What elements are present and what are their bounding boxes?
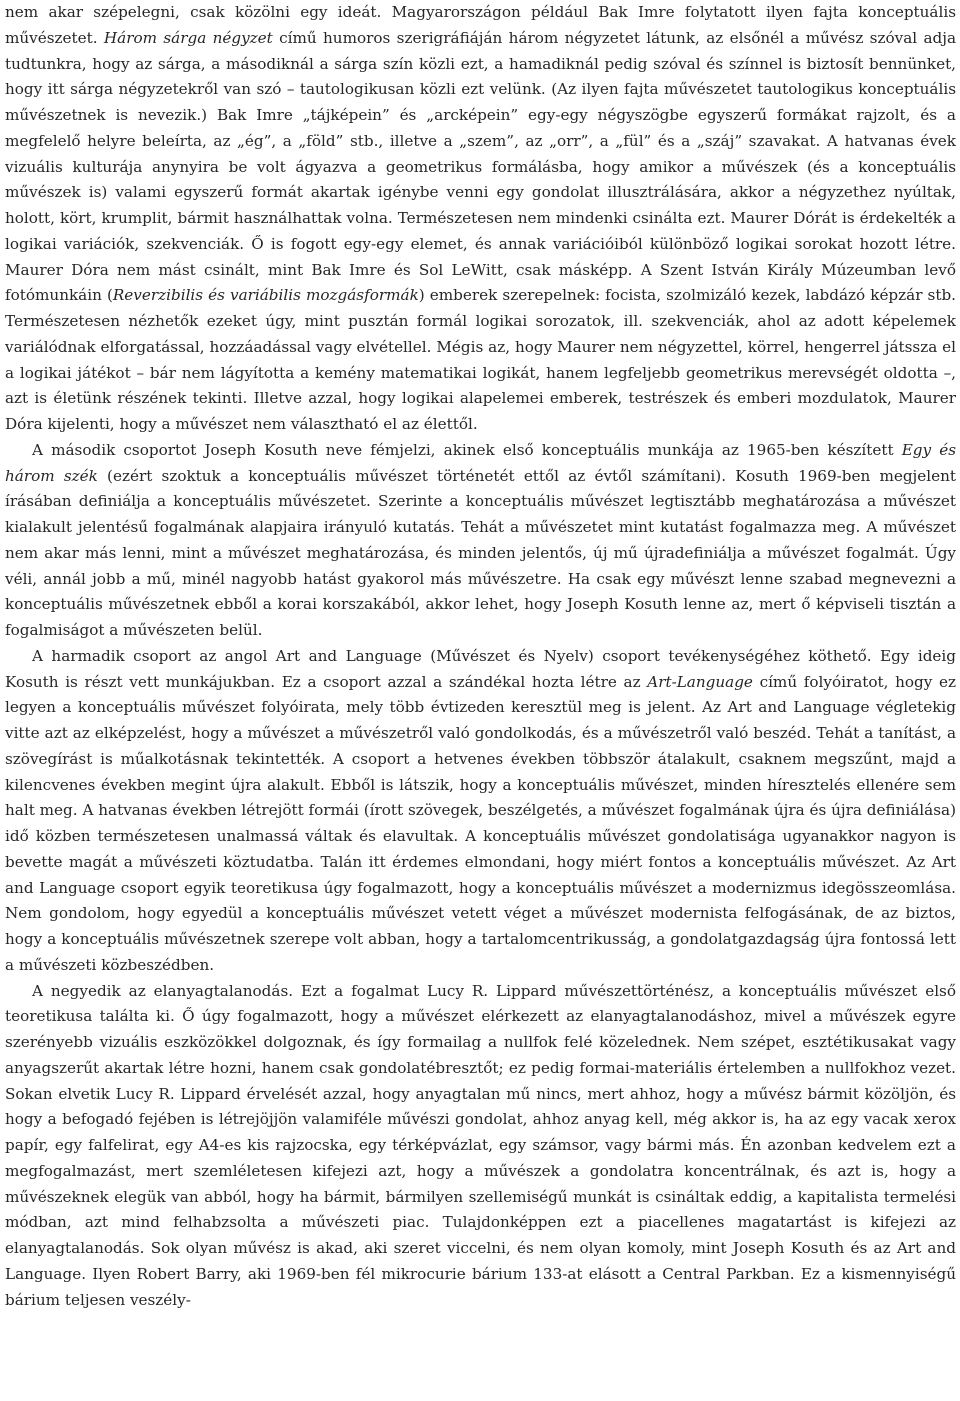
text-run: A negyedik az elanyagtalanodás. Ezt a fogalmat Lucy R. Lippard művészettörténész, a konceptuális művészet első teoretikusa találta ki. Ő úgy fogalmazott, hogy a művészet elérkezett az elanyagtalanodáshoz, mivel a művészek egyre szerényebb vizuális eszközökkel dolgoznak, és így formailag a nullfok felé közelednek. Nem szépet, esztétikusakat vagy anyagszerűt akartak létre hozni, hanem csak gondolatébresztőt; ez pedig formai-materiális értelemben a nullfokhoz vezet. Sokan elvetik Lucy R. Lippard érvelését azzal, hogy anyagtalan mű nincs, mert ahhoz, hogy a művész bármit közöljön, és hogy a befogadó fejében is létrejöjjön valamiféle művészi gondolat, ahhoz anyag kell, még akkor is, ha az egy vacak xerox papír, egy falfelirat, egy A4-es kis rajzocska, egy térképvázlat, egy számsor, vagy bármi más. Én azonban kedvelem ezt a megfogalmazást, mert szemléletesen kifejezi azt, hogy a művészek a gondolatra koncentrálnak, és azt is, hogy a művészeknek elegük van abból, hogy ha bármit, bármilyen szellemiségű munkát is csináltak eddig, a kapitalista termelési módban, azt mind felhabzsolta a művészeti piac. Tulajdonképpen ezt a piacellenes magatartást is kifejezi az elanyagtalanodás. Sok olyan művész is akad, aki szeret viccelni, és nem olyan komoly, mint Joseph Kosuth és az Art and Language. Ilyen Robert Barry, aki 1969-ben fél mikrocurie bárium 133-at elásott a Central Parkban. Ez a kismennyiségű bárium teljesen veszély- <box>5 981 956 1309</box>
text-run: A harmadik csoport az angol Art and Language (Művészet és Nyelv) csoport tevékenységéhez köthető. Egy ideig Kosuth is részt vett munkájukban. Ez a csoport azzal a szándékal hozta létre az <box>5 646 956 691</box>
text-run: című humoros szerigráfiáján három négyzetet látunk, az elsőnél a művész szóval adja tudtunkra, hogy az sárga, a másodiknál a sárga szín közli ezt, a hamadiknál pedig szóval és színnel is biztosít bennünket, hogy itt sárga négyzetekről van szó – tautologikusan közli ezt velünk. (Az ilyen fajta művészetet tautologikus konceptuális művészetnek is nevezik.) Bak Imre „tájképein” és „arcképein” egy-egy négyszögbe egyszerű formákat rajzolt, és a megfelelő helyre beleírta, az „ég”, a „föld” stb., illetve a „szem”, az „orr”, a „fül” és a „száj” szavakat. A hatvanas évek vizuális kulturája anynyira be volt ágyazva a geometrikus formálásba, hogy amikor a művészek (és a konceptuális művészek is) valami egyszerű formát akartak igénybe venni egy gondolat illusztrálására, akkor a négyzethez nyúltak, holott, kört, krumplit, bármit használhattak volna. Természetesen nem mindenki csinálta ezt. Maurer Dórát is érdekelték a logikai variációk, szekvenciák. Ő is fogott egy-egy elemet, és annak variációiból különböző logikai sorokat hozott létre. Maurer Dóra nem mást csinált, mint Bak Imre és Sol LeWitt, csak másképp. A Szent István Király Múzeumban levő fotómunkáin ( <box>5 28 956 305</box>
paragraph-2 <box>5 438 956 644</box>
text-run: című folyóiratot, hogy ez legyen a konceptuális művészet folyóirata, mely több évtizeden keresztül meg is jelent. Az Art and Language végletekig vitte azt az elképzelést, hogy a művészet a művészetről való gondolkodás, és a művészetről való beszéd. Tehát a tanítást, a szövegírást is műalkotásnak tekintették. A csoport a hetvenes években többször átalakult, csaknem megszűnt, majd a kilencvenes években megint újra alakult. Ebből is látszik, hogy a konceptuális művészet, minden híresztelés ellenére sem halt meg. A hatvanas években létrejött formái (írott szövegek, beszélgetés, a művészet fogalmának újra és újra definiálása) idő közben természetesen unalmassá váltak és elavultak. A konceptuális művészet gondolatisága ugyanakkor nagyon is bevette magát a művészeti köztudatba. Talán itt érdemes elmondani, hogy miért fontos a konceptuális művészet. Az Art and Language csoport egyik teoretikusa úgy fogalmazott, hogy a konceptuális művészet a modernizmus idegösszeomlása. Nem gondolom, hogy egyedül a konceptuális művészet vetett véget a művészet modernista felfogásának, de az biztos, hogy a konceptuális művészetnek szerepe volt abban, hogy a tartalomcentrikusság, a gondolatgazdagság újra fontossá lett a művészeti közbeszédben. <box>5 672 956 974</box>
italic-title: Art-Language <box>647 672 753 691</box>
text-run: nem akar szépelegni, csak közölni egy ideát. Magyarországon például Bak Imre folytatott ilyen fajta konceptuális művészetet. <box>5 3 956 47</box>
paragraph-3 <box>5 644 956 979</box>
text-run: ) emberek szerepelnek: focista, szolmizáló kezek, labdázó képzár stb. Természetesen nézhetők ezeket úgy, mint pusztán formál logikai sorozatok, ill. szekvenciák, ahol az adott képelemek variálódnak elforgatással, hozzáadással vagy elvétellel. Mégis az, hogy Maurer nem négyzettel, körrel, hengerrel játssza el a logikai játékot – bár nem lágyította a kemény matematikai logikát, hanem legfeljebb geometrikus merevségét oldotta –, azt is életünk részének tekinti. Illetve azzal, hogy logikai alapelemei emberek, testrészek és emberi mozdulatok, Maurer Dóra kijelenti, hogy a művészet nem választható el az élettől. <box>5 286 956 433</box>
paragraph-1 <box>5 0 956 438</box>
text-run: (ezért szoktuk a konceptuális művészet történetét ettől az évtől számítani). Kosuth 1969-ben megjelent írásában definiálja a konceptuális művészetet. Szerinte a konceptuális művészet legtisztább meghatározása a művészet kialakult jelentésű fogalmának alapjaira irányuló kutatás. Tehát a művészetet mint kutatást fogalmazza meg. A művészet nem akar más lenni, mint a művészet meghatározása, és minden jelentős, új mű újradefiniálja a művészet fogalmát. Úgy véli, annál jobb a mű, minél nagyobb hatást gyakorol más művészetre. Ha csak egy művészt lenne szabad megnevezni a konceptuális művészetnek ebből a korai korszakából, akkor lehet, hogy Joseph Kosuth lenne az, mert ő képviseli tisztán a fogalmiságot a művészeten belül. <box>5 466 956 639</box>
italic-title: Egy és három szék <box>5 440 957 485</box>
paragraph-4 <box>5 979 956 1314</box>
text-run: A második csoportot Joseph Kosuth neve fémjelzi, akinek első konceptuális munkája az 1965-ben készített <box>32 440 902 459</box>
italic-title: Reverzibilis és variábilis mozgásformák <box>112 286 419 305</box>
italic-title: Három sárga négyzet <box>103 28 273 47</box>
